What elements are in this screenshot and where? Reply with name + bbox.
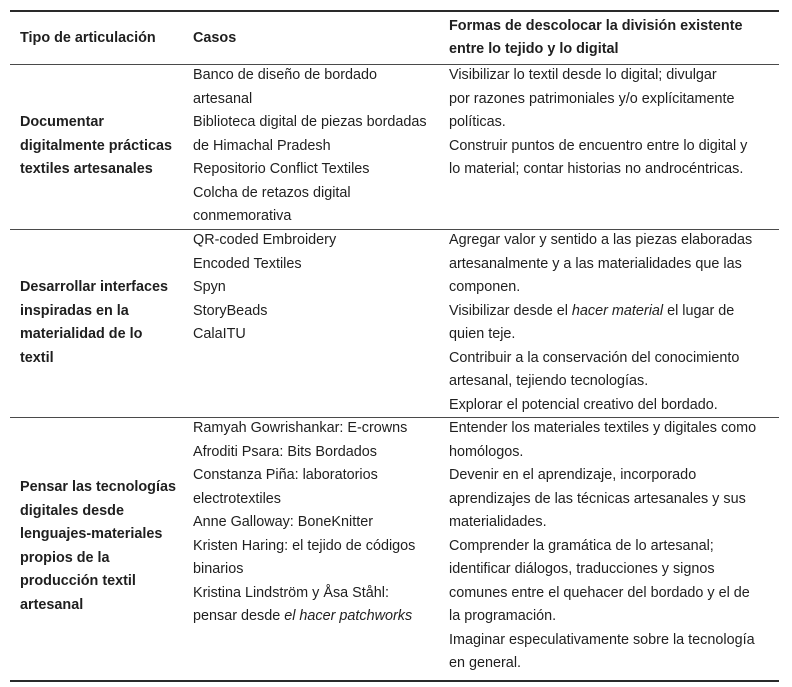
row3-form-line: homólogos.: [449, 443, 524, 460]
row1-case-line: conmemorativa: [193, 208, 292, 224]
row3-form-line: en general.: [449, 655, 522, 671]
row2-form-line: artesanal, tejiendo tecnologías.: [449, 373, 649, 389]
row3-case-line: Kristen Haring: el tejido de códigos: [193, 537, 416, 554]
row2-form-line: quien teje.: [449, 326, 516, 342]
header-casos: Casos: [193, 30, 237, 46]
row3-form-line: aprendizajes de las técnicas artesanales y sus: [449, 490, 746, 507]
row3-form-line: Entender los materiales textiles y digitales como: [449, 420, 757, 436]
row3-type-line: lenguajes-materiales: [20, 526, 163, 542]
row2-form-line: Contribuir a la conservación del conocimiento: [449, 349, 740, 366]
row3-form-line: la programación.: [449, 608, 557, 624]
row2-type-line: inspiradas en la: [20, 302, 129, 319]
row3-form-line: comunes entre el quehacer del bordado y el de: [449, 584, 750, 601]
row1-form-line: Construir puntos de encuentro entre lo digital y: [449, 137, 748, 154]
header-formas-line-2: entre lo tejido y lo digital: [449, 41, 619, 57]
row2-form-line: Agregar valor y sentido a las piezas elaboradas: [449, 232, 753, 248]
row2-form-line: Explorar el potencial creativo del bordado.: [449, 396, 718, 413]
table-top-rule: [10, 10, 779, 12]
row1-cases: [193, 64, 438, 229]
row3-cases: [193, 417, 438, 629]
row1-type: [20, 111, 185, 182]
row2-form-text: el lugar de: [663, 302, 735, 319]
row2-type: [20, 276, 185, 370]
row3-case-line: electrotextiles: [193, 490, 281, 507]
row1-form-line: políticas.: [449, 114, 506, 130]
row3-case-line: [193, 605, 438, 629]
row1-form-line: por razones patrimoniales y/o explícitamente: [449, 90, 735, 107]
row3-case-line: Constanza Piña: laboratorios: [193, 467, 378, 483]
row1-type-line: digitalmente prácticas: [20, 137, 172, 154]
row1-type-line: textiles artesanales: [20, 161, 153, 177]
row1-case-line: Banco de diseño de bordado: [193, 67, 378, 83]
row1-forms: [449, 64, 779, 182]
row1-case-line: Repositorio Conflict Textiles: [193, 161, 370, 177]
row1-case-line: Colcha de retazos digital: [193, 184, 351, 201]
row3-type: [20, 476, 185, 617]
row3-form-line: identificar diálogos, traducciones y signos: [449, 561, 715, 577]
row3-case-line: Anne Galloway: BoneKnitter: [193, 514, 373, 530]
row2-case-line: Encoded Textiles: [193, 255, 302, 272]
row3-form-line: Imaginar especulativamente sobre la tecnología: [449, 631, 755, 648]
row2-type-line: Desarrollar interfaces: [20, 279, 168, 295]
table-bottom-rule: [10, 680, 779, 682]
row2-case-line: Spyn: [193, 279, 226, 295]
row3-case-emphasis: el hacer patchworks: [284, 608, 413, 624]
header-formas-line-1: Formas de descolocar la división existente: [449, 18, 743, 34]
row1-type-line: Documentar: [20, 114, 104, 130]
header-formas: [449, 15, 779, 61]
row1-case-line: artesanal: [193, 90, 253, 107]
row2-case-line: CalaITU: [193, 326, 246, 342]
row1-case-line: de Himachal Pradesh: [193, 137, 331, 154]
row2-type-line: textil: [20, 349, 54, 366]
row3-case-line: Ramyah Gowrishankar: E-crowns: [193, 420, 408, 436]
row3-form-line: Comprender la gramática de lo artesanal;: [449, 537, 714, 554]
row3-case-line: Afroditi Psara: Bits Bordados: [193, 443, 377, 460]
row3-type-line: Pensar las tecnologías: [20, 479, 176, 495]
row3-case-line: binarios: [193, 561, 244, 577]
row3-type-line: producción textil: [20, 573, 136, 589]
row1-form-line: Visibilizar lo textil desde lo digital; divulgar: [449, 67, 717, 83]
row3-case-text: pensar desde: [193, 608, 285, 624]
row3-case-line: Kristina Lindström y Åsa Ståhl:: [193, 584, 389, 601]
row2-form-emphasis: hacer material: [571, 302, 664, 319]
row1-case-line: Biblioteca digital de piezas bordadas: [193, 114, 427, 130]
row3-type-line: propios de la: [20, 549, 110, 566]
row3-form-line: materialidades.: [449, 514, 547, 530]
header-tipo: Tipo de articulación: [20, 30, 156, 46]
row2-case-line: StoryBeads: [193, 302, 268, 319]
row2-form-text: Visibilizar desde el: [449, 302, 572, 319]
row3-type-line: digitales desde: [20, 502, 124, 519]
row3-type-line: artesanal: [20, 596, 84, 613]
row2-case-line: QR-coded Embroidery: [193, 232, 337, 248]
row3-form-line: Devenir en el aprendizaje, incorporado: [449, 467, 697, 483]
row3-forms: [449, 417, 779, 676]
row2-form-line: componen.: [449, 279, 521, 295]
row1-form-line: lo material; contar historias no androcéntricas.: [449, 161, 744, 177]
row2-form-line: artesanalmente y a las materialidades que las: [449, 255, 742, 272]
row2-forms: [449, 229, 779, 417]
row2-cases: [193, 229, 438, 347]
row2-form-line: [449, 300, 779, 324]
row2-type-line: materialidad de lo: [20, 326, 143, 342]
